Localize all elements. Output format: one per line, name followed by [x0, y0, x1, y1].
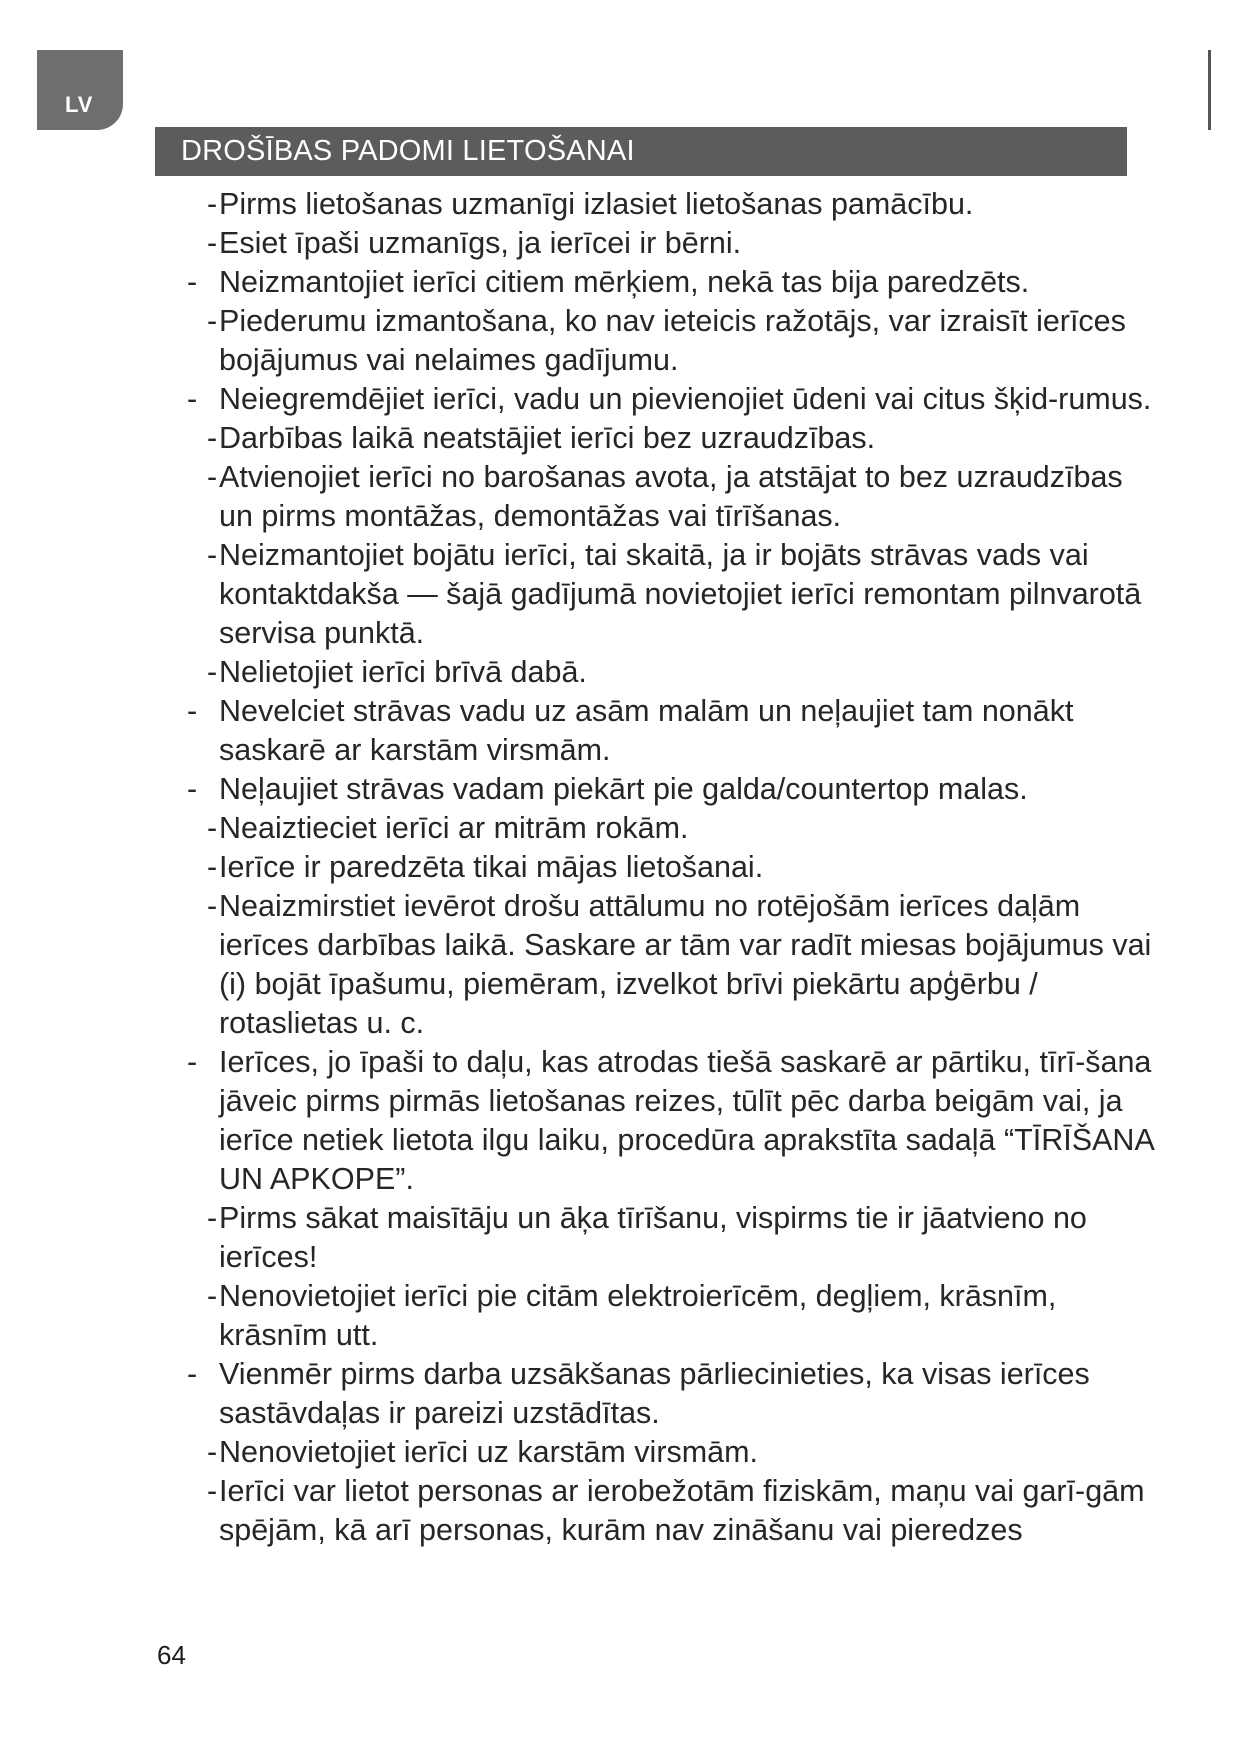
list-item-text: Neiegremdējiet ierīci, vadu un pievienojiet ūdeni vai citus šķid-rumus. [219, 382, 1152, 416]
bullet-dash: - [207, 187, 218, 221]
list-item [0, 1355, 1241, 1433]
bullet-dash: - [207, 421, 218, 455]
list-item [0, 380, 1241, 419]
list-item-text: Ierīce ir paredzēta tikai mājas lietošanai. [219, 850, 764, 884]
list-item-text: Pirms sākat maisītāju un āķa tīrīšanu, vispirms tie ir jāatvieno no ierīces! [219, 1201, 1087, 1274]
list-item [0, 809, 1241, 848]
list-item [0, 1043, 1241, 1199]
list-item [0, 1472, 1241, 1550]
safety-list [0, 185, 1241, 1550]
bullet-dash: - [187, 694, 198, 728]
list-item [0, 185, 1241, 224]
list-item [0, 653, 1241, 692]
list-item-text: Atvienojiet ierīci no barošanas avota, ja atstājat to bez uzraudzības un pirms montāžas, demontāžas vai tīrīšanas. [219, 460, 1123, 533]
bullet-dash: - [207, 1201, 218, 1235]
list-item [0, 302, 1241, 380]
list-item-text: Neaizmirstiet ievērot drošu attālumu no rotējošām ierīces daļām ierīces darbības laikā. Saskare ar tām var radīt miesas bojājumus vai (i) bojāt īpašumu, piemēram, izvelkot brīvi piekārtu apģērbu / rotaslietas u. c. [219, 889, 1152, 1040]
bullet-dash: - [207, 889, 218, 923]
bullet-dash: - [207, 226, 218, 260]
section-title: DROŠĪBAS PADOMI LIETOŠANAI [181, 135, 635, 167]
list-item-text: Ierīces, jo īpaši to daļu, kas atrodas tiešā saskarē ar pārtiku, tīrī-šana jāveic pirms pirmās lietošanas reizes, tūlīt pēc darba beigām vai, ja ierīce netiek lietota ilgu laiku, procedūra aprakstīta sadaļā “TĪRĪŠANA UN APKOPE”. [219, 1045, 1154, 1196]
list-item-text: Nelietojiet ierīci brīvā dabā. [219, 655, 587, 689]
language-code: LV [65, 92, 94, 117]
list-item [0, 536, 1241, 653]
language-tab [37, 50, 123, 130]
section-header [155, 127, 1127, 176]
bullet-dash: - [187, 1045, 198, 1079]
list-item-text: Nevelciet strāvas vadu uz asām malām un neļaujiet tam nonākt saskarē ar karstām virsmām. [219, 694, 1074, 767]
list-item [0, 224, 1241, 263]
list-item [0, 1277, 1241, 1355]
list-item-text: Esiet īpaši uzmanīgs, ja ierīcei ir bērni. [219, 226, 742, 260]
list-item [0, 1433, 1241, 1472]
list-item [0, 887, 1241, 1043]
list-item-text: Vienmēr pirms darba uzsākšanas pārliecinieties, ka visas ierīces sastāvdaļas ir pareizi uzstādītas. [219, 1357, 1090, 1430]
bullet-dash: - [207, 460, 218, 494]
bullet-dash: - [187, 382, 198, 416]
page-edge-mark [1208, 50, 1211, 130]
bullet-dash: - [207, 655, 218, 689]
list-item [0, 1199, 1241, 1277]
bullet-dash: - [187, 772, 198, 806]
bullet-dash: - [207, 850, 218, 884]
list-item-text: Nenovietojiet ierīci pie citām elektroierīcēm, degļiem, krāsnīm, krāsnīm utt. [219, 1279, 1057, 1352]
list-item [0, 419, 1241, 458]
list-item [0, 770, 1241, 809]
list-item-text: Ierīci var lietot personas ar ierobežotām fiziskām, maņu vai garī-gām spējām, kā arī personas, kurām nav zināšanu vai pieredzes [219, 1474, 1145, 1547]
bullet-dash: - [207, 811, 218, 845]
list-item-text: Darbības laikā neatstājiet ierīci bez uzraudzības. [219, 421, 876, 455]
bullet-dash: - [187, 1357, 198, 1391]
list-item [0, 263, 1241, 302]
bullet-dash: - [207, 1279, 218, 1313]
bullet-dash: - [207, 304, 218, 338]
list-item-text: Piederumu izmantošana, ko nav ieteicis ražotājs, var izraisīt ierīces bojājumus vai nelaimes gadījumu. [219, 304, 1126, 377]
list-item-text: Nenovietojiet ierīci uz karstām virsmām. [219, 1435, 758, 1469]
bullet-dash: - [207, 1435, 218, 1469]
bullet-dash: - [207, 538, 218, 572]
list-item [0, 848, 1241, 887]
list-item [0, 692, 1241, 770]
bullet-dash: - [207, 1474, 218, 1508]
page-number: 64 [157, 1640, 186, 1670]
list-item-text: Pirms lietošanas uzmanīgi izlasiet lietošanas pamācību. [219, 187, 974, 221]
list-item [0, 458, 1241, 536]
list-item-text: Neļaujiet strāvas vadam piekārt pie galda/countertop malas. [219, 772, 1028, 806]
list-item-text: Neizmantojiet ierīci citiem mērķiem, nekā tas bija paredzēts. [219, 265, 1030, 299]
list-item-text: Neizmantojiet bojātu ierīci, tai skaitā, ja ir bojāts strāvas vads vai kontaktdakša — šajā gadījumā novietojiet ierīci remontam pilnvarotā servisa punktā. [219, 538, 1142, 650]
bullet-dash: - [187, 265, 198, 299]
list-item-text: Neaiztieciet ierīci ar mitrām rokām. [219, 811, 689, 845]
